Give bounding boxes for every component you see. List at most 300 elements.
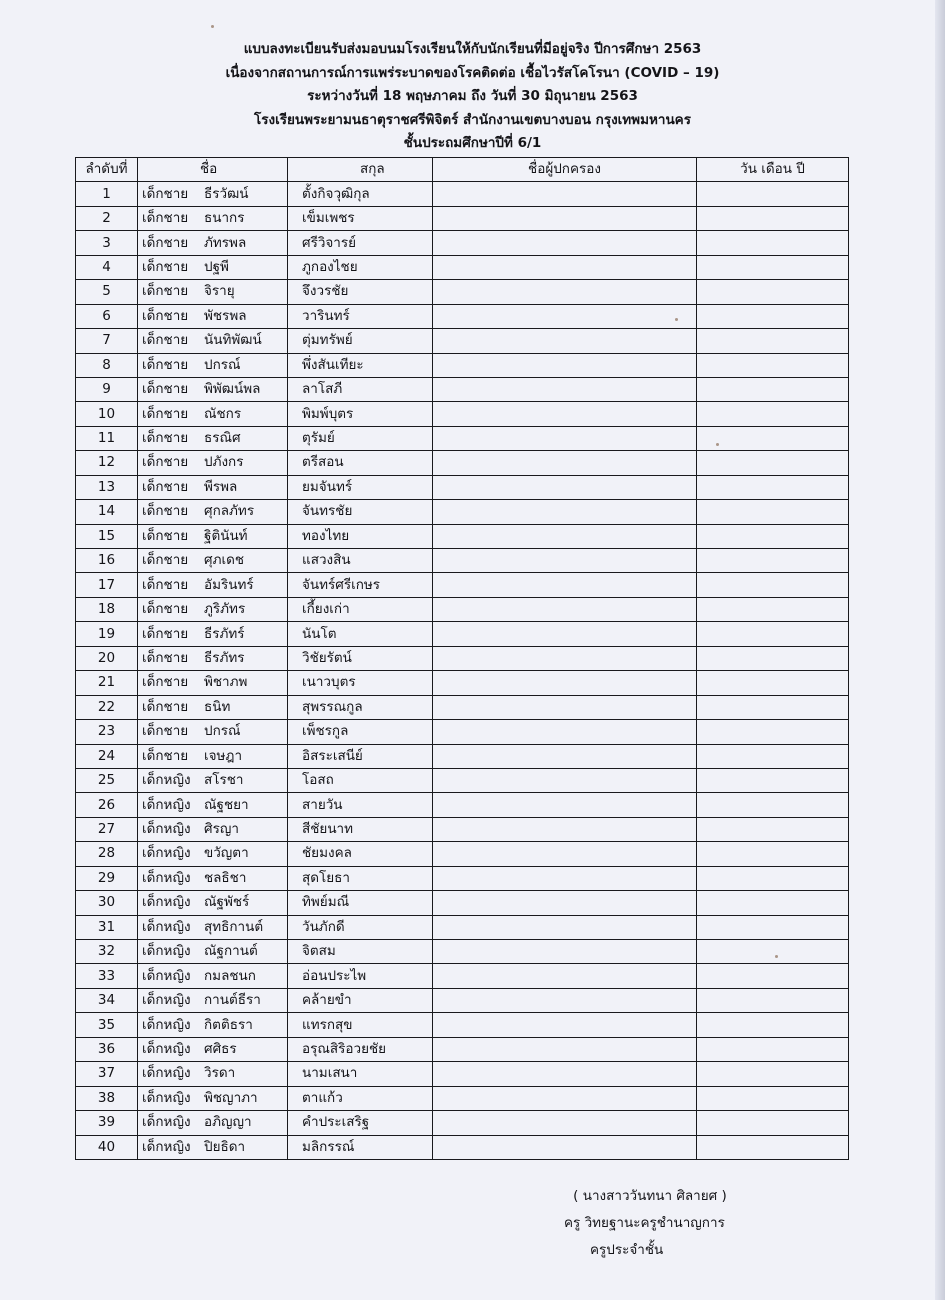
date-cell	[697, 280, 849, 304]
guardian-name-cell	[433, 915, 697, 939]
first-name: สโรชา	[204, 772, 244, 789]
student-name-cell	[138, 720, 288, 744]
table-row	[76, 573, 849, 597]
guardian-name-cell	[433, 964, 697, 988]
scan-speck	[775, 955, 778, 958]
name-prefix: เด็กหญิง	[142, 918, 191, 935]
name-prefix: เด็กชาย	[142, 552, 189, 569]
name-prefix: เด็กหญิง	[142, 1114, 191, 1131]
student-name-cell	[138, 817, 288, 841]
guardian-name-cell	[433, 695, 697, 719]
row-number: 35	[76, 1013, 138, 1037]
table-row	[76, 231, 849, 255]
table-row	[76, 549, 849, 573]
table-row	[76, 915, 849, 939]
first-name: กานต์ธีรา	[204, 992, 261, 1009]
student-name-cell	[138, 891, 288, 915]
surname: เกี้ยงเก่า	[288, 597, 433, 621]
name-prefix: เด็กหญิง	[142, 967, 191, 984]
date-cell	[697, 940, 849, 964]
table-row	[76, 1111, 849, 1135]
student-name-cell	[138, 1111, 288, 1135]
column-header-no: ลำดับที่	[76, 158, 138, 182]
row-number: 19	[76, 622, 138, 646]
date-cell	[697, 1135, 849, 1159]
student-name-cell	[138, 1037, 288, 1061]
table-row	[76, 402, 849, 426]
first-name: ณัชกร	[204, 405, 242, 422]
title-line-4: โรงเรียนพระยามนธาตุราชศรีพิจิตร์ สำนักงานเขตบางบอน กรุงเทพมหานคร	[254, 111, 691, 128]
column-header-guardian: ชื่อผู้ปกครอง	[433, 158, 697, 182]
guardian-name-cell	[433, 793, 697, 817]
surname: แทรกสุข	[288, 1013, 433, 1037]
date-cell	[697, 646, 849, 670]
date-cell	[697, 597, 849, 621]
date-cell	[697, 475, 849, 499]
date-cell	[697, 1037, 849, 1061]
student-name-cell	[138, 744, 288, 768]
name-prefix: เด็กชาย	[142, 283, 189, 300]
scan-speck	[675, 318, 678, 321]
table-row	[76, 304, 849, 328]
table-row	[76, 744, 849, 768]
surname: เข็มเพชร	[288, 206, 433, 230]
student-name-cell	[138, 622, 288, 646]
row-number: 16	[76, 549, 138, 573]
name-prefix: เด็กหญิง	[142, 1089, 191, 1106]
row-number: 36	[76, 1037, 138, 1061]
row-number: 12	[76, 451, 138, 475]
surname: จึงวรชัย	[288, 280, 433, 304]
student-name-cell	[138, 377, 288, 401]
guardian-name-cell	[433, 744, 697, 768]
guardian-name-cell	[433, 1111, 697, 1135]
name-prefix: เด็กหญิง	[142, 992, 191, 1009]
row-number: 7	[76, 329, 138, 353]
student-name-cell	[138, 231, 288, 255]
first-name: พัชรพล	[204, 307, 247, 324]
student-name-cell	[138, 573, 288, 597]
guardian-name-cell	[433, 891, 697, 915]
date-cell	[697, 793, 849, 817]
table-row	[76, 695, 849, 719]
name-prefix: เด็กชาย	[142, 307, 189, 324]
name-prefix: เด็กชาย	[142, 698, 189, 715]
row-number: 23	[76, 720, 138, 744]
date-cell	[697, 1013, 849, 1037]
row-number: 3	[76, 231, 138, 255]
surname: แสวงสิน	[288, 549, 433, 573]
student-name-cell	[138, 304, 288, 328]
name-prefix: เด็กชาย	[142, 649, 189, 666]
table-row	[76, 964, 849, 988]
row-number: 5	[76, 280, 138, 304]
date-cell	[697, 1062, 849, 1086]
student-name-cell	[138, 451, 288, 475]
student-name-cell	[138, 597, 288, 621]
student-name-cell	[138, 695, 288, 719]
guardian-name-cell	[433, 1013, 697, 1037]
guardian-name-cell	[433, 304, 697, 328]
row-number: 1	[76, 182, 138, 206]
row-number: 14	[76, 500, 138, 524]
row-number: 40	[76, 1135, 138, 1159]
name-prefix: เด็กหญิง	[142, 1040, 191, 1057]
table-row	[76, 720, 849, 744]
surname: วิชัยรัตน์	[288, 646, 433, 670]
student-name-cell	[138, 842, 288, 866]
table-row	[76, 182, 849, 206]
name-prefix: เด็กชาย	[142, 210, 189, 227]
first-name: ปฐพี	[204, 258, 229, 275]
student-name-cell	[138, 866, 288, 890]
row-number: 9	[76, 377, 138, 401]
row-number: 21	[76, 671, 138, 695]
title-line-2: เนื่องจากสถานการณ์การแพร่ระบาดของโรคติดต่อ เชื้อไวรัสโคโรนา (COVID – 19)	[225, 64, 720, 81]
surname: พึ่งสันเทียะ	[288, 353, 433, 377]
column-header-surname: สกุล	[288, 158, 433, 182]
guardian-name-cell	[433, 842, 697, 866]
surname: ตรีสอน	[288, 451, 433, 475]
document-header	[0, 38, 945, 156]
date-cell	[697, 817, 849, 841]
table-row	[76, 940, 849, 964]
first-name: อภิญญา	[204, 1114, 252, 1131]
table-row	[76, 842, 849, 866]
name-prefix: เด็กหญิง	[142, 796, 191, 813]
surname: พิมพ์บุตร	[288, 402, 433, 426]
date-cell	[697, 353, 849, 377]
student-name-cell	[138, 1086, 288, 1110]
row-number: 29	[76, 866, 138, 890]
student-name-cell	[138, 182, 288, 206]
student-name-cell	[138, 671, 288, 695]
row-number: 28	[76, 842, 138, 866]
name-prefix: เด็กหญิง	[142, 869, 191, 886]
surname: สุพรรณกูล	[288, 695, 433, 719]
date-cell	[697, 329, 849, 353]
table-row	[76, 329, 849, 353]
first-name: ธีรวัฒน์	[204, 185, 249, 202]
first-name: ณัฐชยา	[204, 796, 249, 813]
row-number: 15	[76, 524, 138, 548]
guardian-name-cell	[433, 768, 697, 792]
first-name: พิชญาภา	[204, 1089, 258, 1106]
first-name: อัมรินทร์	[204, 576, 254, 593]
date-cell	[697, 768, 849, 792]
table-row	[76, 768, 849, 792]
signer-position: ครูประจำชั้น	[590, 1242, 664, 1258]
table-row	[76, 793, 849, 817]
surname: จันทร์ศรีเกษร	[288, 573, 433, 597]
row-number: 22	[76, 695, 138, 719]
date-cell	[697, 573, 849, 597]
surname: อ่อนประไพ	[288, 964, 433, 988]
surname: คล้ายขำ	[288, 988, 433, 1012]
surname: ชัยมงคล	[288, 842, 433, 866]
guardian-name-cell	[433, 671, 697, 695]
first-name: กิตติธรา	[204, 1016, 253, 1033]
surname: ทิพย์มณี	[288, 891, 433, 915]
guardian-name-cell	[433, 231, 697, 255]
page-edge	[935, 0, 945, 1300]
row-number: 38	[76, 1086, 138, 1110]
surname: จิตสม	[288, 940, 433, 964]
guardian-name-cell	[433, 988, 697, 1012]
title-line-5: ชั้นประถมศึกษาปีที่ 6/1	[403, 135, 542, 151]
name-prefix: เด็กชาย	[142, 234, 189, 251]
guardian-name-cell	[433, 451, 697, 475]
first-name: ภัทรพล	[204, 234, 247, 251]
date-cell	[697, 402, 849, 426]
table-row	[76, 646, 849, 670]
student-name-cell	[138, 426, 288, 450]
first-name: วิรดา	[204, 1065, 236, 1082]
row-number: 39	[76, 1111, 138, 1135]
surname: ภูกองไชย	[288, 255, 433, 279]
student-name-cell	[138, 1135, 288, 1159]
row-number: 6	[76, 304, 138, 328]
date-cell	[697, 695, 849, 719]
student-name-cell	[138, 988, 288, 1012]
row-number: 32	[76, 940, 138, 964]
row-number: 11	[76, 426, 138, 450]
name-prefix: เด็กชาย	[142, 674, 189, 691]
name-prefix: เด็กชาย	[142, 747, 189, 764]
student-name-cell	[138, 206, 288, 230]
student-name-cell	[138, 915, 288, 939]
student-roster-table	[75, 157, 849, 1160]
first-name: ปกรณ์	[204, 356, 241, 373]
name-prefix: เด็กหญิง	[142, 1065, 191, 1082]
guardian-name-cell	[433, 377, 697, 401]
signer-name: ( นางสาววันทนา ศิลายศ )	[573, 1188, 727, 1204]
surname: ตุรัมย์	[288, 426, 433, 450]
guardian-name-cell	[433, 329, 697, 353]
surname: ตั้งกิจวุฒิกุล	[288, 182, 433, 206]
student-name-cell	[138, 549, 288, 573]
table-row	[76, 988, 849, 1012]
name-prefix: เด็กชาย	[142, 258, 189, 275]
date-cell	[697, 720, 849, 744]
name-prefix: เด็กชาย	[142, 381, 189, 398]
row-number: 10	[76, 402, 138, 426]
surname: จันทรชัย	[288, 500, 433, 524]
student-name-cell	[138, 940, 288, 964]
guardian-name-cell	[433, 817, 697, 841]
table-row	[76, 377, 849, 401]
date-cell	[697, 524, 849, 548]
row-number: 25	[76, 768, 138, 792]
roster-body	[76, 182, 849, 1160]
name-prefix: เด็กชาย	[142, 185, 189, 202]
student-name-cell	[138, 524, 288, 548]
guardian-name-cell	[433, 940, 697, 964]
table-row	[76, 280, 849, 304]
table-row	[76, 206, 849, 230]
first-name: ศิรญา	[204, 821, 239, 838]
name-prefix: เด็กชาย	[142, 601, 189, 618]
guardian-name-cell	[433, 500, 697, 524]
surname: ตาแก้ว	[288, 1086, 433, 1110]
row-number: 24	[76, 744, 138, 768]
first-name: ภูริภัทร	[204, 601, 246, 618]
table-row	[76, 891, 849, 915]
row-number: 34	[76, 988, 138, 1012]
guardian-name-cell	[433, 1135, 697, 1159]
table-row	[76, 500, 849, 524]
date-cell	[697, 255, 849, 279]
first-name: ขวัญตา	[204, 845, 249, 862]
table-row	[76, 1086, 849, 1110]
guardian-name-cell	[433, 1086, 697, 1110]
surname: ทองไทย	[288, 524, 433, 548]
name-prefix: เด็กชาย	[142, 478, 189, 495]
table-row	[76, 426, 849, 450]
date-cell	[697, 304, 849, 328]
first-name: พีรพล	[204, 478, 238, 495]
date-cell	[697, 964, 849, 988]
student-name-cell	[138, 255, 288, 279]
row-number: 33	[76, 964, 138, 988]
surname: นามเสนา	[288, 1062, 433, 1086]
table-row	[76, 1013, 849, 1037]
surname: วันภักดี	[288, 915, 433, 939]
signature-block	[520, 1183, 780, 1264]
row-number: 18	[76, 597, 138, 621]
guardian-name-cell	[433, 597, 697, 621]
name-prefix: เด็กหญิง	[142, 1138, 191, 1155]
date-cell	[697, 500, 849, 524]
guardian-name-cell	[433, 280, 697, 304]
name-prefix: เด็กชาย	[142, 430, 189, 447]
surname: อรุณสิริอวยชัย	[288, 1037, 433, 1061]
name-prefix: เด็กชาย	[142, 503, 189, 520]
guardian-name-cell	[433, 622, 697, 646]
date-cell	[697, 231, 849, 255]
student-name-cell	[138, 475, 288, 499]
surname: ศรีวิจารย์	[288, 231, 433, 255]
guardian-name-cell	[433, 426, 697, 450]
guardian-name-cell	[433, 524, 697, 548]
first-name: ปกรณ์	[204, 723, 241, 740]
first-name: จิรายุ	[204, 283, 235, 300]
first-name: ศุภเดช	[204, 552, 245, 569]
first-name: ศศิธร	[204, 1040, 237, 1057]
row-number: 17	[76, 573, 138, 597]
first-name: พิพัฒน์พล	[204, 381, 261, 398]
guardian-name-cell	[433, 402, 697, 426]
name-prefix: เด็กชาย	[142, 723, 189, 740]
first-name: เจษฎา	[204, 747, 243, 764]
name-prefix: เด็กหญิง	[142, 1016, 191, 1033]
guardian-name-cell	[433, 573, 697, 597]
first-name: ธนิท	[204, 698, 231, 715]
name-prefix: เด็กชาย	[142, 332, 189, 349]
surname: ตุ่มทรัพย์	[288, 329, 433, 353]
date-cell	[697, 988, 849, 1012]
row-number: 8	[76, 353, 138, 377]
guardian-name-cell	[433, 255, 697, 279]
first-name: สุทธิกานต์	[204, 918, 264, 935]
date-cell	[697, 182, 849, 206]
date-cell	[697, 549, 849, 573]
first-name: กมลชนก	[204, 967, 256, 984]
date-cell	[697, 915, 849, 939]
guardian-name-cell	[433, 182, 697, 206]
student-name-cell	[138, 646, 288, 670]
surname: คำประเสริฐ	[288, 1111, 433, 1135]
name-prefix: เด็กชาย	[142, 527, 189, 544]
scan-speck	[211, 25, 214, 28]
name-prefix: เด็กชาย	[142, 576, 189, 593]
first-name: ฐิตินันท์	[204, 527, 248, 544]
surname: อิสระเสนีย์	[288, 744, 433, 768]
table-row	[76, 597, 849, 621]
guardian-name-cell	[433, 720, 697, 744]
surname: ลาโสภี	[288, 377, 433, 401]
guardian-name-cell	[433, 475, 697, 499]
guardian-name-cell	[433, 866, 697, 890]
table-row	[76, 866, 849, 890]
table-row	[76, 671, 849, 695]
title-line-3: ระหว่างวันที่ 18 พฤษภาคม ถึง วันที่ 30 มิถุนายน 2563	[307, 88, 638, 104]
title-line-1: แบบลงทะเบียนรับส่งมอบนมโรงเรียนให้กับนักเรียนที่มีอยู่จริง ปีการศึกษา 2563	[243, 41, 702, 57]
name-prefix: เด็กหญิง	[142, 943, 191, 960]
row-number: 20	[76, 646, 138, 670]
first-name: ณัฐพัชร์	[204, 894, 250, 911]
row-number: 2	[76, 206, 138, 230]
table-row	[76, 353, 849, 377]
surname: เพ็ชรกูล	[288, 720, 433, 744]
table-row	[76, 524, 849, 548]
name-prefix: เด็กหญิง	[142, 821, 191, 838]
student-name-cell	[138, 964, 288, 988]
student-name-cell	[138, 500, 288, 524]
student-name-cell	[138, 1013, 288, 1037]
row-number: 13	[76, 475, 138, 499]
guardian-name-cell	[433, 549, 697, 573]
surname: สุดโยธา	[288, 866, 433, 890]
first-name: ธรณิศ	[204, 430, 241, 447]
date-cell	[697, 866, 849, 890]
first-name: พิชาภพ	[204, 674, 248, 691]
student-name-cell	[138, 768, 288, 792]
student-name-cell	[138, 1062, 288, 1086]
table-row	[76, 817, 849, 841]
surname: เนาวบุตร	[288, 671, 433, 695]
table-row	[76, 1135, 849, 1159]
student-name-cell	[138, 353, 288, 377]
surname: มลิกรรณ์	[288, 1135, 433, 1159]
first-name: ศุกลภัทร	[204, 503, 255, 520]
table-row	[76, 622, 849, 646]
first-name: ปภังกร	[204, 454, 244, 471]
first-name: ณัฐกานต์	[204, 943, 258, 960]
first-name: ปิยธิดา	[204, 1138, 246, 1155]
surname: นันโต	[288, 622, 433, 646]
first-name: ธีรภัทร์	[204, 625, 245, 642]
name-prefix: เด็กชาย	[142, 454, 189, 471]
surname: ยมจันทร์	[288, 475, 433, 499]
name-prefix: เด็กชาย	[142, 356, 189, 373]
column-header-name: ชื่อ	[138, 158, 288, 182]
guardian-name-cell	[433, 353, 697, 377]
date-cell	[697, 1111, 849, 1135]
first-name: ชลธิชา	[204, 869, 247, 886]
student-name-cell	[138, 280, 288, 304]
row-number: 27	[76, 817, 138, 841]
